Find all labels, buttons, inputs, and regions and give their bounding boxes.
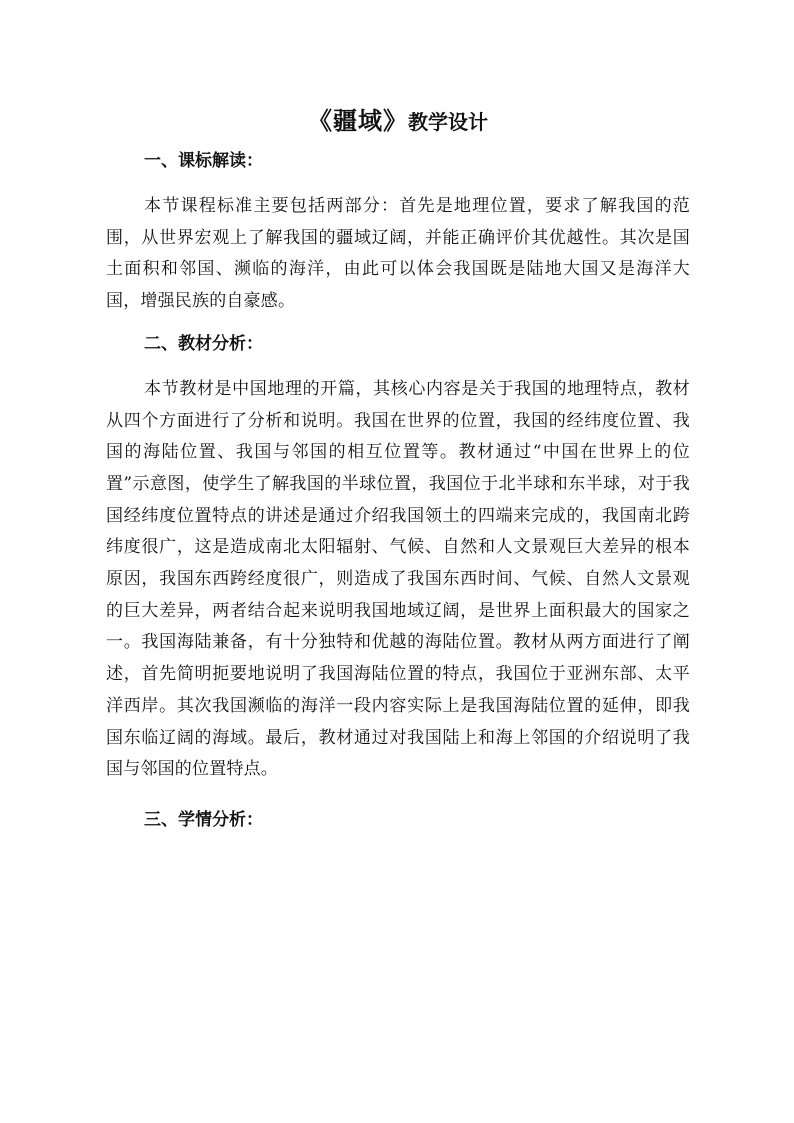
title-sub: 教学设计 xyxy=(408,110,488,134)
section-paragraph-curriculum: 本节课程标准主要包括两部分：首先是地理位置，要求了解我国的范围，从世界宏观上了解我国的疆域辽阔，并能正确评价其优越性。其次是国土面积和邻国、濒临的海洋，由此可以体会我国既是陆地大国又是海洋大国，增强民族的自豪感。 xyxy=(106,196,690,312)
document-body xyxy=(106,103,690,850)
section-paragraph-textbook: 本节教材是中国地理的开篇，其核心内容是关于我国的地理特点，教材从四个方面进行了分析和说明。我国在世界的位置，我国的经纬度位置、我国的海陆位置、我国与邻国的相互位置等。教材通过“中国在世界上的位置”示意图，使学生了解我国的半球位置，我国位于北半球和东半球，对于我国经纬度位置特点的讲述是通过介绍我国领土的四端来完成的，我国南北跨纬度很广，这是造成南北太阳辐射、气候、自然和人文景观巨大差异的根本原因，我国东西跨经度很广，则造成了我国东西时间、气候、自然人文景观的巨大差异，两者结合起来说明我国地域辽阔，是世界上面积最大的国家之一。我国海陆兼备，有十分独特和优越的海陆位置。教材从两方面进行了阐述，首先简明扼要地说明了我国海陆位置的特点，我国位于亚洲东部、太平洋西岸。其次我国濒临的海洋一段内容实际上是我国海陆位置的延伸，即我国东临辽阔的海域。最后，教材通过对我国陆上和海上邻国的介绍说明了我国与邻国的位置特点。 xyxy=(106,378,690,780)
section-heading-curriculum: 一、课标解读： xyxy=(144,151,263,171)
section-heading-student: 三、学情分析： xyxy=(144,809,263,830)
section-heading-textbook: 二、教材分析： xyxy=(144,333,263,354)
page-title xyxy=(106,103,690,139)
title-main: 《疆域》 xyxy=(308,106,408,135)
